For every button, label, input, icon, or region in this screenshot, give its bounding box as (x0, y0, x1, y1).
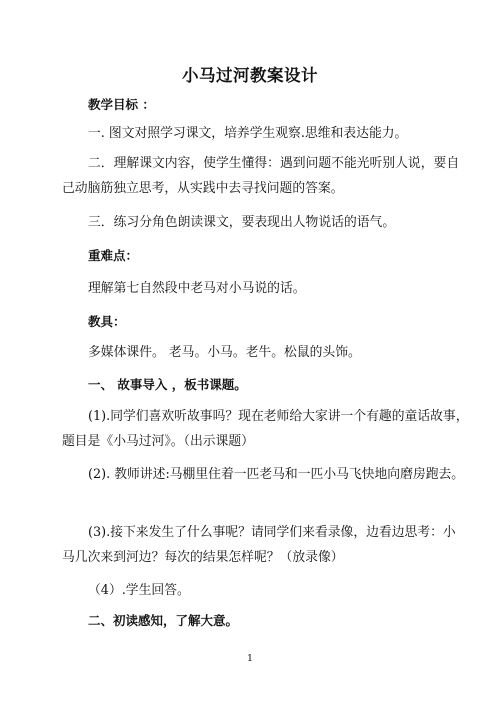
goal-2-line-1: 二．理解课文内容，使学生懂得：遇到问题不能光听别人说，要自 (88, 156, 460, 171)
step-1-paragraph-3-line-1: (3).接下来发生了什么事呢？请同学们来看录像，边看边思考：小 (88, 525, 456, 540)
key-points-text: 理解第七自然段中老马对小马说的话。 (88, 281, 306, 296)
step-1-paragraph-4: （4）.学生回答。 (88, 583, 190, 598)
page-number: 1 (246, 653, 254, 664)
key-points-heading: 重难点： (88, 248, 139, 263)
step-1-heading: 一、 故事导入 ，板书课题。 (88, 377, 247, 392)
document-title: 小马过河教案设计 (182, 66, 318, 85)
goal-2-line-2: 己动脑筋独立思考，从实践中去寻找问题的答案。 (62, 181, 344, 196)
step-1-paragraph-1-line-1: (1).同学们喜欢听故事吗？现在老师给大家讲一个有趣的童话故事， (88, 409, 469, 424)
goal-1: 一. 图文对照学习课文，培养学生观察.思维和表达能力。 (88, 126, 408, 141)
step-1-paragraph-1-line-2: 题目是《小马过河》。（出示课题） (62, 434, 254, 449)
goal-3: 三．练习分角色朗读课文，要表现出人物说话的语气。 (88, 215, 396, 230)
step-1-paragraph-3-line-2: 马几次来到河边？每次的结果怎样呢？（放录像） (62, 550, 344, 565)
teaching-goals-heading: 教学目标 ： (88, 97, 155, 112)
teaching-tools-text: 多媒体课件。 老马。小马。老牛。松鼠的头饰。 (88, 345, 361, 360)
step-1-paragraph-2: (2). 教师讲述:马棚里住着一匹老马和一匹小马飞快地向磨房跑去。 (88, 467, 465, 482)
teaching-tools-heading: 教具： (88, 314, 126, 329)
step-2-heading: 二、初读感知，了解大意。 (88, 613, 239, 628)
